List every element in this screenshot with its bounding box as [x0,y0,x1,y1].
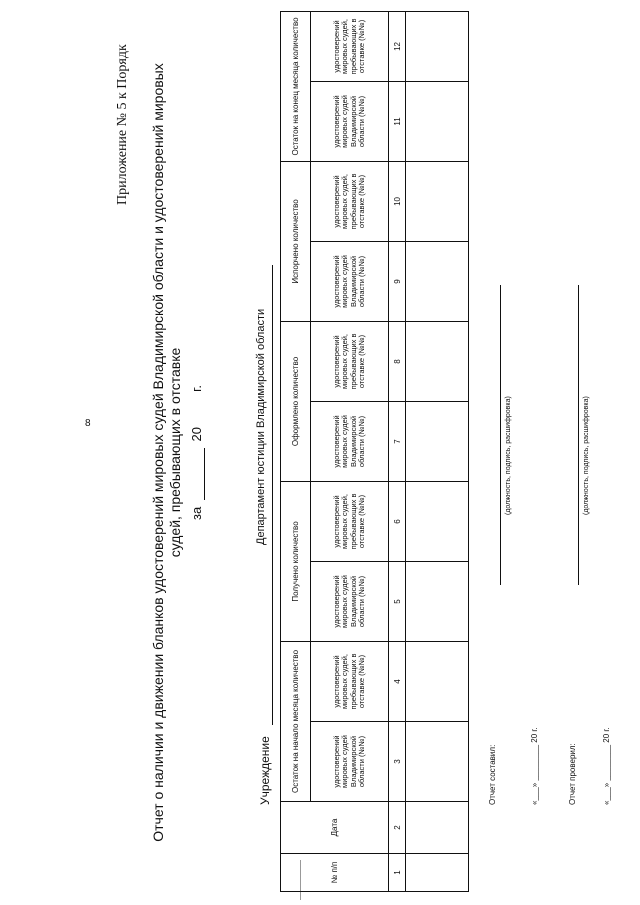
period-prefix: за [189,506,204,520]
column-number: 9 [389,241,406,321]
column-number: 12 [389,11,406,81]
subheader-retired: удостоверений мировых судей, пребывающих в отставке (№№) [311,321,389,401]
subheader-judges: удостоверений мировых судей Владимирской области (№№) [311,401,389,481]
report-period [188,0,205,905]
column-number: 10 [389,161,406,241]
period-suffix: г. [189,385,204,392]
period-month-blank [192,448,205,500]
table-cell[interactable] [406,241,469,321]
column-number: 2 [389,802,406,854]
period-year: 20 [189,427,204,442]
header-num: № п/п [281,854,389,892]
compiled-date[interactable]: «___» ________ 20 г. [530,727,539,805]
report-table [280,11,469,892]
subheader-judges: удостоверений мировых судей Владимирской области (№№) [311,241,389,321]
column-number: 3 [389,722,406,802]
table-cell[interactable] [406,401,469,481]
subheader-judges: удостоверений мировых судей Владимирской области (№№) [311,81,389,161]
checked-signature-caption: (должность, подпись, расшифровка) [583,396,590,515]
institution-label: Учреждение [258,736,272,805]
checked-by-label: Отчет проверил: [568,743,577,805]
institution-underline [272,265,273,725]
table-cell[interactable] [406,481,469,561]
table-cell[interactable] [406,641,469,721]
table-row [406,11,469,891]
table-cell[interactable] [406,11,469,81]
title-line-1: Отчет о наличии и движении бланков удостоверений мировых судей Владимирской области и удостоверений мировых [150,63,166,842]
subheader-retired: удостоверений мировых судей, пребывающих в отставке (№№) [311,161,389,241]
compiled-by-label: Отчет составил: [488,744,497,805]
table-cell[interactable] [406,161,469,241]
header-group-issued: Оформлено количество [281,321,311,481]
table-cell[interactable] [406,81,469,161]
column-number: 5 [389,561,406,641]
table-cell[interactable] [406,854,469,892]
compiled-signature-caption: (должность, подпись, расшифровка) [505,396,512,515]
institution-value: Департамент юстиции Владимирской области [255,308,267,545]
column-number: 4 [389,641,406,721]
header-date: Дата [281,802,389,854]
column-number: 8 [389,321,406,401]
subheader-retired: удостоверений мировых судей, пребывающих в отставке (№№) [311,481,389,561]
column-number: 6 [389,481,406,561]
header-group-spoiled: Испорчено количество [281,161,311,321]
report-title [150,0,205,905]
table-cell[interactable] [406,561,469,641]
column-number: 1 [389,854,406,892]
column-number: 11 [389,81,406,161]
checked-date[interactable]: «___» ________ 20 г. [602,727,611,805]
checked-signature-line[interactable] [578,285,579,585]
appendix-label: Приложение № 5 к Порядк [115,44,130,205]
table-cell[interactable] [406,722,469,802]
header-group-end-balance: Остаток на конец месяца количество [281,11,311,161]
header-group-start-balance: Остаток на начало месяца количество [281,641,311,801]
subheader-judges: удостоверений мировых судей Владимирской области (№№) [311,722,389,802]
subheader-judges: удостоверений мировых судей Владимирской области (№№) [311,561,389,641]
compiled-signature-line[interactable] [500,285,501,585]
column-number: 7 [389,401,406,481]
table-cell[interactable] [406,321,469,401]
subheader-retired: удостоверений мировых судей, пребывающих в отставке (№№) [311,11,389,81]
title-line-2: судей, пребывающих в отставке [167,347,183,558]
header-group-received: Получено количество [281,481,311,641]
table-cell[interactable] [406,802,469,854]
page-number: 8 [85,418,91,429]
subheader-retired: удостоверений мировых судей, пребывающих в отставке (№№) [311,641,389,721]
